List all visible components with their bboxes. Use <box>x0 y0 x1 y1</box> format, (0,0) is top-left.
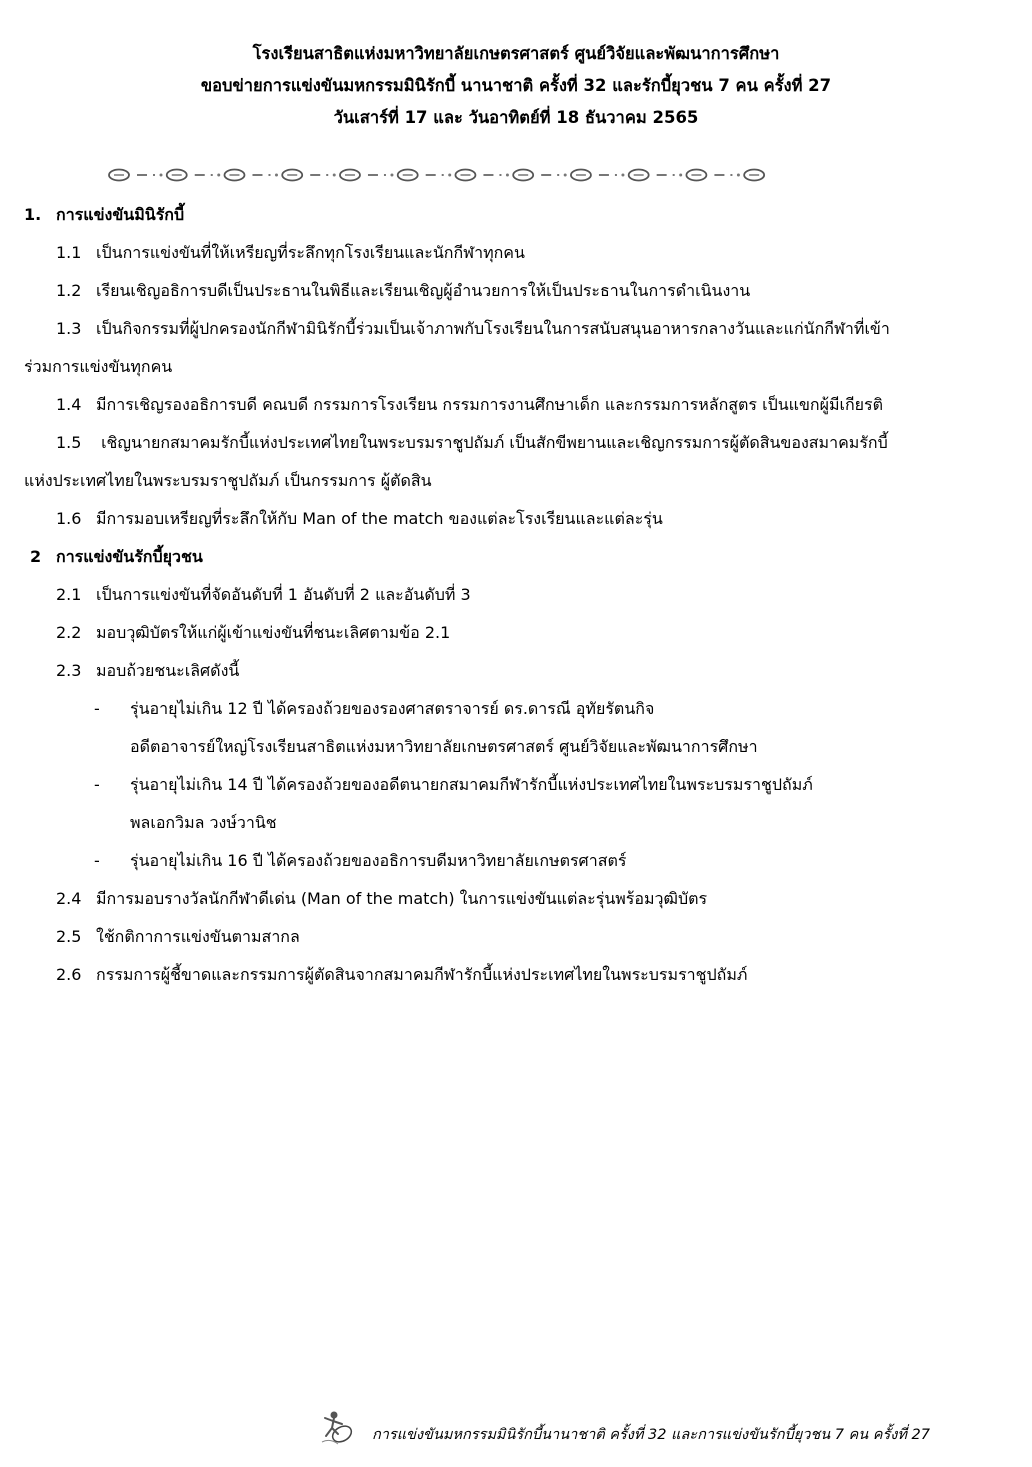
item-2-4: 2.4 มีการมอบรางวัลนักกีฬาดีเด่น (Man of the match) ในการแข่งขันแต่ละรุ่นพร้อมวุฒิบัตร <box>56 889 708 908</box>
section-2-title: 2 การแข่งขันรักบี้ยุวชน <box>30 547 203 566</box>
header-date: วันเสาร์ที่ 17 และ วันอาทิตย์ที่ 18 ธันวาคม 2565 <box>333 108 699 127</box>
footer-text: การแข่งขันมหกรรมมินิรักบี้นานาชาติ ครั้งที่ 32 และการแข่งขันรักบี้ยุวชน 7 คน ครั้งที่ 27 <box>372 1427 930 1443</box>
divider-dot <box>506 174 509 177</box>
item-1-1: 1.1 เป็นการแข่งขันที่ให้เหรียญที่ระลึกทุกโรงเรียนและนักกีฬาทุกคน <box>56 243 525 262</box>
item-2-2: 2.2 มอบวุฒิบัตรให้แก่ผู้เข้าแข่งขันที่ชนะเลิศตามข้อ 2.1 <box>56 623 451 642</box>
item-2-5: 2.5 ใช้กติกาการแข่งขันตามสากล <box>56 927 300 946</box>
item-2-1: 2.1 เป็นการแข่งขันที่จัดอันดับที่ 1 อันดับที่ 2 และอันดับที่ 3 <box>56 585 471 604</box>
document-body <box>24 196 1014 994</box>
item-2-6: 2.6 กรรมการผู้ชี้ขาดและกรรมการผู้ตัดสินจากสมาคมกีฬารักบี้แห่งประเทศไทยในพระบรมราชูปถัมภ์ <box>56 965 748 984</box>
divider-dot <box>679 174 682 177</box>
divider-dot <box>333 174 336 177</box>
trophy-bullet-2: - รุ่นอายุไม่เกิน 14 ปี ได้ครองถ้วยของอดีตนายกสมาคมกีฬารักบี้แห่งประเทศไทยในพระบรมราชูปถัมภ์ พลเอกวิมล วงษ์วานิช <box>94 775 813 832</box>
item-1-2: 1.2 เรียนเชิญอธิการบดีเป็นประธานในพิธีและเรียนเชิญผู้อำนวยการให้เป็นประธานในการดำเนินงาน <box>56 281 751 300</box>
item-1-5: 1.5 เชิญนายกสมาคมรักบี้แห่งประเทศไทยในพระบรมราชูปถัมภ์ เป็นสักขีพยานและเชิญกรรมการผู้ตัดสินของสมาคมรักบี้ แห่งประเทศไทยในพระบรมราชูปถัมภ์ เป็นกรรมการ ผู้ตัดสิน <box>24 433 888 490</box>
divider-dot <box>621 174 624 177</box>
divider-dot <box>564 174 567 177</box>
divider-dot <box>390 174 393 177</box>
divider-dot <box>275 174 278 177</box>
item-1-6: 1.6 มีการมอบเหรียญที่ระลึกให้กับ Man of the match ของแต่ละโรงเรียนและแต่ละรุ่น <box>56 509 663 528</box>
rugby-ball-divider <box>105 165 785 185</box>
divider-dot <box>160 174 163 177</box>
header-school: โรงเรียนสาธิตแห่งมหาวิทยาลัยเกษตรศาสตร์ ศูนย์วิจัยและพัฒนาการศึกษา <box>252 44 780 63</box>
divider-dot <box>737 174 740 177</box>
trophy-bullet-1: - รุ่นอายุไม่เกิน 12 ปี ได้ครองถ้วยของรองศาสตราจารย์ ดร.ดารณี อุทัยรัตนกิจ อดีตอาจารย์ใหญ่โรงเรียนสาธิตแห่งมหาวิทยาลัยเกษตรศาสตร์ ศูนย์วิจัยและพัฒนาการศึกษา <box>94 699 758 756</box>
item-1-4: 1.4 มีการเชิญรองอธิการบดี คณบดี กรรมการโรงเรียน กรรมการงานศึกษาเด็ก และกรรมการหลักสูตร เป็นแขกผู้มีเกียรติ <box>56 395 884 414</box>
section-1-title: 1. การแข่งขันมินิรักบี้ <box>24 205 185 224</box>
document-header <box>0 38 1032 134</box>
item-1-3: 1.3 เป็นกิจกรรมที่ผู้ปกครองนักกีฬามินิรักบี้ร่วมเป็นเจ้าภาพกับโรงเรียนในการสนับสนุนอาหารกลางวันและแก่นักกีฬาที่เข้า ร่วมการแข่งขันทุกคน <box>24 319 890 376</box>
page-footer <box>316 1408 1016 1448</box>
trophy-bullet-3: - รุ่นอายุไม่เกิน 16 ปี ได้ครองถ้วยของอธิการบดีมหาวิทยาลัยเกษตรศาสตร์ <box>94 851 627 870</box>
item-2-3: 2.3 มอบถ้วยชนะเลิศดังนี้ <box>56 661 240 680</box>
rugby-player-icon <box>316 1408 360 1448</box>
header-event: ขอบข่ายการแข่งขันมหกรรมมินิรักบี้ นานาชาติ ครั้งที่ 32 และรักบี้ยุวชน 7 คน ครั้งที่ 27 <box>200 76 832 95</box>
divider-dot <box>448 174 451 177</box>
divider-dot <box>217 174 220 177</box>
